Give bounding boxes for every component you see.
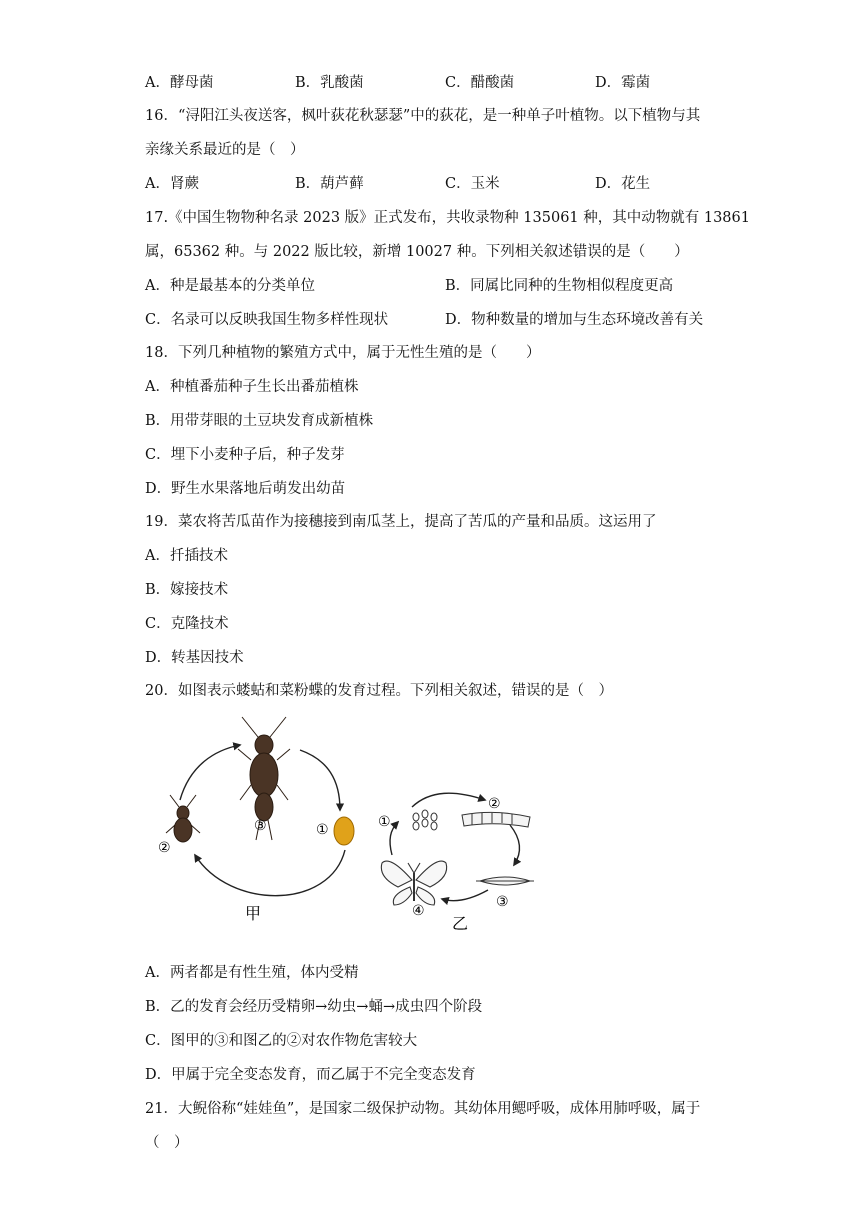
q16-option-c: C．玉米: [445, 176, 500, 192]
q15-option-c: C．醋酸菌: [445, 75, 515, 91]
q19-stem: 19．菜农将苦瓜苗作为接穗接到南瓜茎上，提高了苦瓜的产量和品质。这运用了: [145, 514, 657, 530]
mole-cricket-cycle: [158, 717, 354, 923]
right-number-3: ③: [496, 894, 509, 910]
q15-option-a: A．酵母菌: [145, 75, 214, 91]
q17-option-a: A．种是最基本的分类单位: [145, 278, 315, 294]
q21-stem-line2: （ ）: [145, 1135, 189, 1151]
q20-option-c: C．图甲的③和图乙的②对农作物危害较大: [145, 1033, 418, 1049]
q15-option-b: B．乳酸菌: [295, 75, 364, 91]
q16-stem-line1: 16．“浔阳江头夜送客，枫叶荻花秋瑟瑟”中的荻花，是一种单子叶植物。以下植物与其: [145, 108, 701, 124]
q18-option-d: D．野生水果落地后萌发出幼苗: [145, 481, 346, 497]
cycle-arrow-1-to-2-right: [412, 793, 485, 807]
q18-option-b: B．用带芽眼的土豆块发育成新植株: [145, 413, 374, 429]
egg-icon: [334, 817, 354, 845]
cycle-arrow-1-to-2: [195, 850, 345, 896]
right-label: 乙: [452, 914, 469, 933]
nymph-mole-cricket-icon: [166, 795, 200, 842]
q19-option-b: B．嫁接技术: [145, 582, 229, 598]
right-number-4: ④: [412, 903, 425, 919]
q18-option-c: C．埋下小麦种子后，种子发芽: [145, 447, 345, 463]
q17-option-d: D．物种数量的增加与生态环境改善有关: [445, 312, 704, 328]
pupa-icon: [476, 877, 534, 885]
left-number-3: ③: [254, 818, 267, 834]
insect-development-figure: [150, 705, 550, 955]
q18-option-a: A．种植番茄种子生长出番茄植株: [145, 379, 359, 395]
q17-emphasis-word: 错误 · ·: [573, 244, 602, 260]
cycle-arrow-3-to-4-right: [442, 890, 488, 901]
q18-stem: 18．下列几种植物的繁殖方式中，属于无性生殖的是（ ）: [145, 345, 541, 361]
q20-option-a: A．两者都是有性生殖，体内受精: [145, 965, 359, 981]
q19-option-a: A．扦插技术: [145, 548, 228, 564]
q17-stem-text: 属，65362 种。与 2022 版比较，新增 10027 种。下列相关叙述: [145, 244, 573, 260]
q17-stem-tail: 的是（ ）: [601, 244, 689, 260]
q17-stem-line1: 17.《中国生物物种名录 2023 版》正式发布，共收录物种 135061 种，其中动物就有 13861: [145, 210, 750, 226]
left-number-1: ①: [316, 822, 329, 838]
q16-stem-line2: 亲缘关系最近的是（ ）: [145, 142, 305, 158]
butterfly-icon: [381, 861, 446, 905]
q17-stem-line2: [145, 242, 689, 262]
q20-option-d: D．甲属于完全变态发育，而乙属于不完全变态发育: [145, 1067, 476, 1083]
cycle-arrow-3-to-1: [300, 750, 340, 810]
cycle-arrow-2-to-3-right: [510, 825, 520, 865]
right-number-2: ②: [488, 796, 501, 812]
q17-option-c: C．名录可以反映我国生物多样性现状: [145, 312, 389, 328]
q19-option-c: C．克隆技术: [145, 616, 229, 632]
q16-option-a: A．肾蕨: [145, 176, 199, 192]
q16-option-b: B．葫芦藓: [295, 176, 364, 192]
q16-option-d: D．花生: [595, 176, 651, 192]
q20-option-b: B．乙的发育会经历受精卵→幼虫→蛹→成虫四个阶段: [145, 999, 483, 1015]
q15-option-d: D．霉菌: [595, 75, 651, 91]
q19-option-d: D．转基因技术: [145, 650, 244, 666]
cabbage-butterfly-cycle: [378, 793, 534, 933]
left-label: 甲: [245, 904, 262, 923]
cycle-arrow-2-to-3: [180, 745, 240, 800]
q20-stem: 20．如图表示蝼蛄和菜粉蝶的发育过程。下列相关叙述，错误的是（ ）: [145, 683, 613, 699]
butterfly-eggs-icon: [413, 810, 437, 830]
cycle-arrow-4-to-1-right: [390, 822, 398, 855]
q17-option-b: B．同属比同种的生物相似程度更高: [445, 278, 674, 294]
right-number-1: ①: [378, 814, 391, 830]
q21-stem-line1: 21．大鲵俗称“娃娃鱼”，是国家二级保护动物。其幼体用鳃呼吸，成体用肺呼吸，属于: [145, 1101, 701, 1117]
left-number-2: ②: [158, 840, 171, 856]
caterpillar-icon: [462, 812, 530, 827]
